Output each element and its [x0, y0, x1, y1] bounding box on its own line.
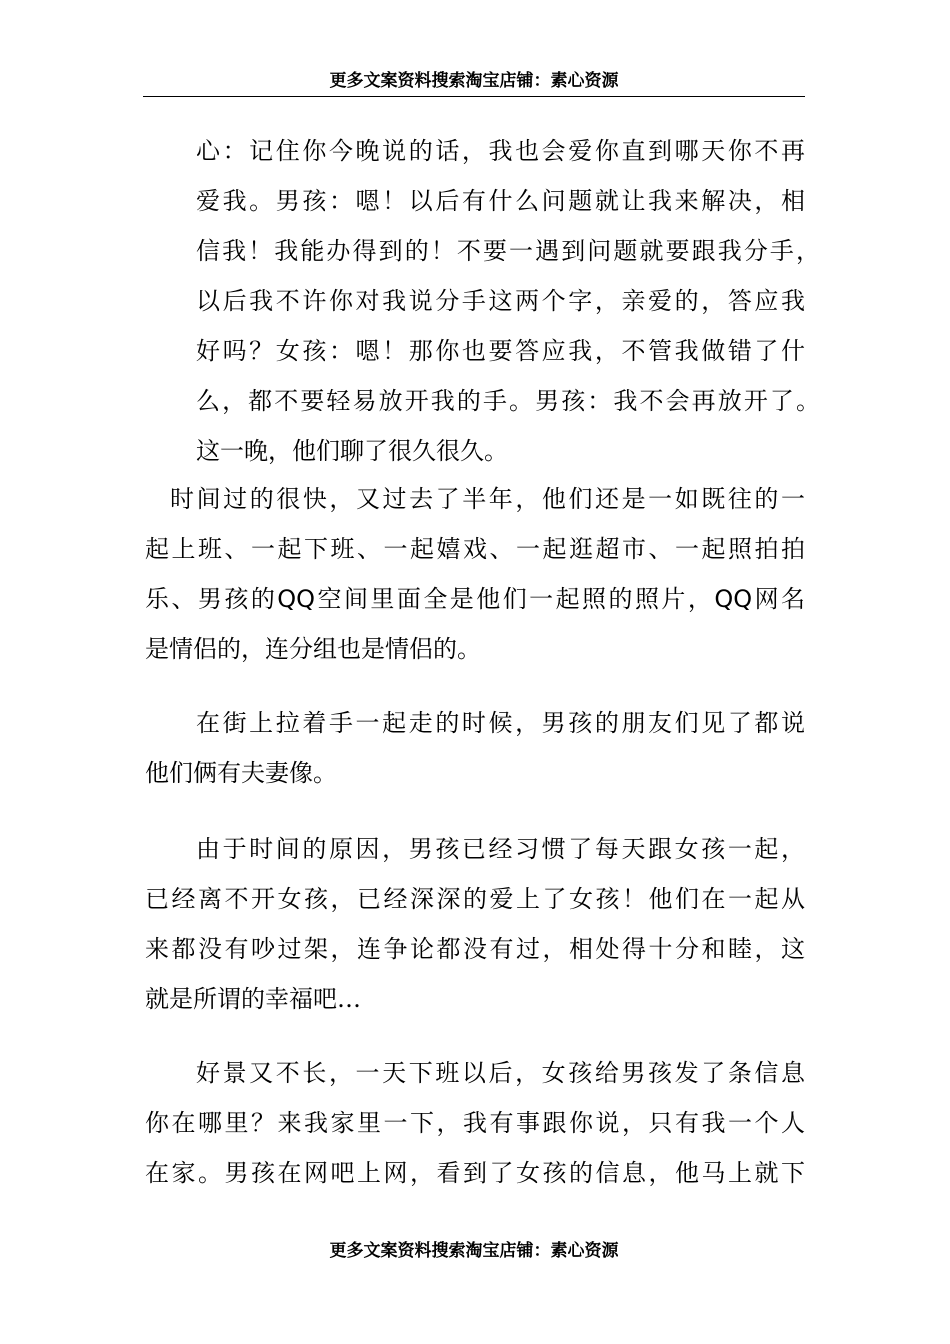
- qq-label: QQ: [714, 585, 753, 613]
- page-footer: 更多文案资料搜索淘宝店铺：素心资源: [329, 1241, 619, 1261]
- text-line: 这一晚，他们聊了很久很久。: [196, 437, 508, 465]
- text-line: 心：记住你今晚说的话，我也会爱你直到哪天你不再: [196, 137, 805, 165]
- text-line: 来都没有吵过架，连争论都没有过，相处得十分和睦，这: [145, 935, 805, 963]
- text-line: 好吗？女孩：嗯！那你也要答应我，不管我做错了什: [196, 337, 805, 365]
- text-line: 在街上拉着手一起走的时候，男孩的朋友们见了都说: [196, 709, 805, 737]
- text-line: 已经离不开女孩，已经深深的爱上了女孩！他们在一起从: [145, 885, 805, 913]
- text-line: 么，都不要轻易放开我的手。男孩：我不会再放开了。: [196, 387, 820, 415]
- text-line: 以后我不许你对我说分手这两个字，亲爱的，答应我: [196, 287, 805, 315]
- qq-label: QQ: [277, 585, 316, 613]
- text-line-part: 网名: [752, 585, 806, 613]
- text-line-part: 乐、男孩的: [145, 585, 278, 613]
- text-line: 是情侣的，连分组也是情侣的。: [145, 635, 481, 663]
- text-line: 爱我。男孩：嗯！以后有什么问题就让我来解决，相: [196, 187, 805, 215]
- text-line: 你在哪里？来我家里一下，我有事跟你说，只有我一个人: [145, 1109, 805, 1137]
- text-line: 时间过的很快，又过去了半年，他们还是一如既往的一: [170, 485, 805, 513]
- text-line: 他们俩有夫妻像。: [145, 759, 337, 787]
- text-line: 由于时间的原因，男孩已经习惯了每天跟女孩一起，: [196, 835, 805, 863]
- text-line: 在家。男孩在网吧上网，看到了女孩的信息，他马上就下: [145, 1159, 805, 1187]
- text-line-part: 空间里面全是他们一起照的照片，: [315, 585, 715, 613]
- text-line: 信我！我能办得到的！不要一遇到问题就要跟我分手，: [196, 237, 820, 265]
- text-line: 好景又不长，一天下班以后，女孩给男孩发了条信息: [196, 1059, 805, 1087]
- text-line: 就是所谓的幸福吧…: [145, 985, 361, 1013]
- page-header: 更多文案资料搜索淘宝店铺：素心资源: [143, 66, 805, 97]
- text-line: [145, 582, 805, 616]
- text-line: 起上班、一起下班、一起嬉戏、一起逛超市、一起照拍拍: [145, 535, 805, 563]
